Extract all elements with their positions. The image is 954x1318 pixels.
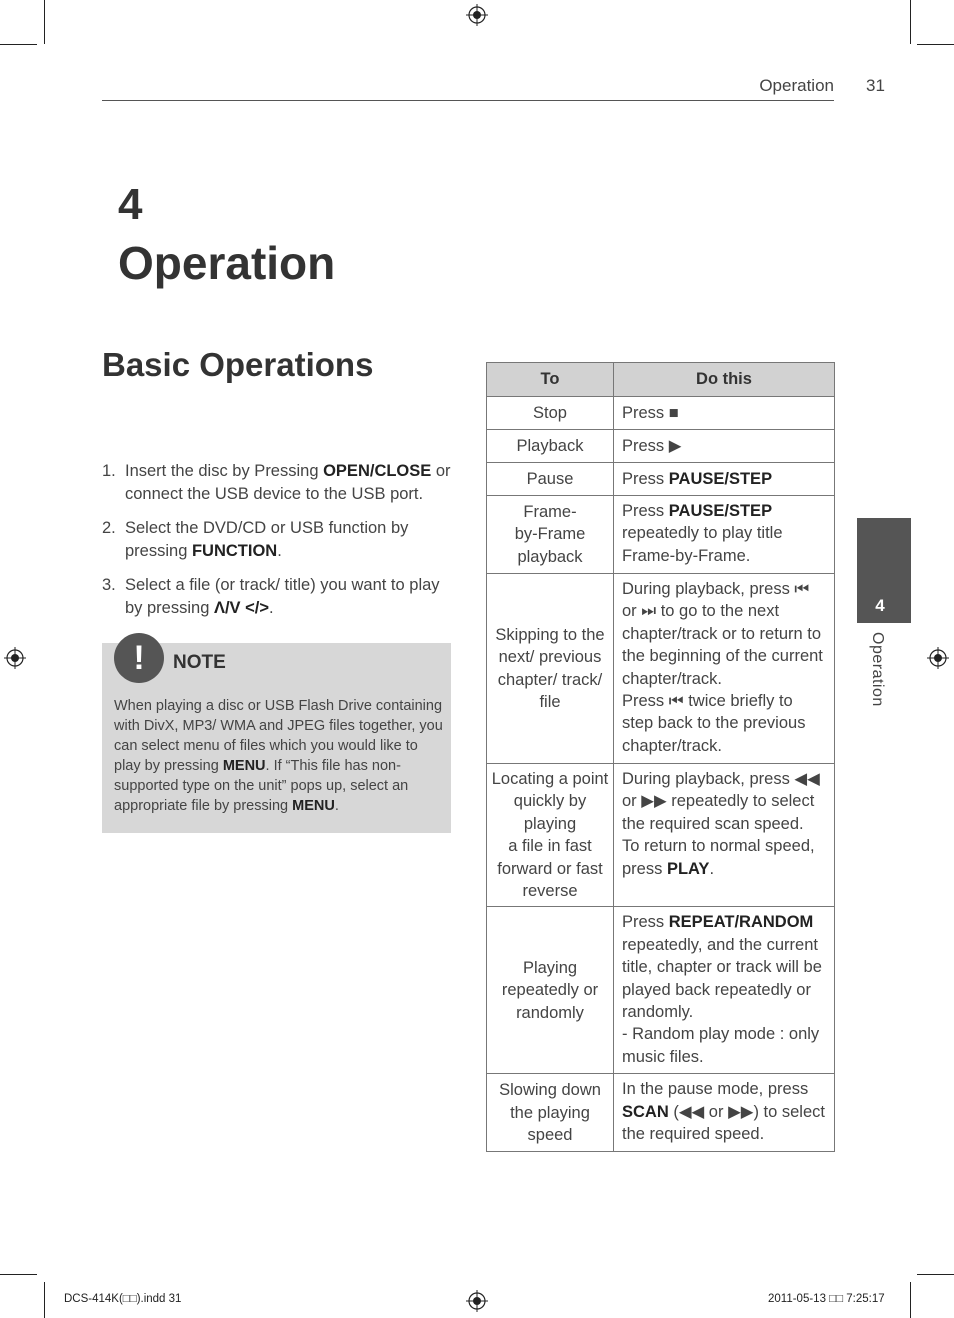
- step-item: [102, 517, 452, 563]
- table-cell-to: Playback: [487, 430, 614, 463]
- table-cell-to: Slowing down the playing speed: [487, 1074, 614, 1152]
- table-cell-to: Frame- by-Frame playback: [487, 496, 614, 574]
- registration-mark-icon: [4, 647, 26, 669]
- crop-mark: [0, 44, 37, 45]
- step-item: [102, 460, 452, 506]
- step-number: 3.: [102, 576, 116, 594]
- table-cell-do-this: Press ■: [614, 397, 835, 430]
- chapter-title: Operation: [118, 237, 336, 289]
- table-cell-to: Pause: [487, 463, 614, 496]
- steps-list: [102, 460, 452, 631]
- table-row: [487, 397, 835, 430]
- table-row: [487, 430, 835, 463]
- chapter-number: 4: [118, 180, 143, 229]
- table-cell-do-this: Press PAUSE/STEP repeatedly to play title Frame-by-Frame.: [614, 496, 835, 574]
- slug-filename: DCS-414K(□□).indd 31: [64, 1293, 182, 1305]
- side-tab-number: 4: [875, 596, 885, 615]
- table-row: [487, 496, 835, 574]
- note-body: When playing a disc or USB Flash Drive containing with DivX, MP3/ WMA and JPEG files together, you can select menu of files which you would like to play by pressing MENU. If “This file has non-supported type on the unit” pops up, select an appropriate file by pressing MENU.: [114, 698, 443, 814]
- table-cell-to: Stop: [487, 397, 614, 430]
- table-row: [487, 1074, 835, 1152]
- registration-mark-icon: [466, 1290, 488, 1312]
- header-rule: [102, 100, 834, 101]
- table-header-row: [487, 363, 835, 397]
- crop-mark: [0, 1274, 37, 1275]
- column-header-to: To: [487, 363, 614, 397]
- page-number: 31: [866, 76, 885, 95]
- table-cell-to: Playing repeatedly or randomly: [487, 907, 614, 1074]
- section-title: Basic Operations: [102, 346, 374, 383]
- note-box: [102, 639, 451, 833]
- table-cell-do-this: During playback, press ⏮ or ⏭ to go to the next chapter/track or to return to the beginning of the current chapter/track. Press ⏮ twice briefly to step back to the previous chapter/track.: [614, 574, 835, 764]
- column-header-do-this: Do this: [614, 363, 835, 397]
- crop-mark: [910, 0, 911, 44]
- crop-mark: [44, 0, 45, 44]
- table-row: [487, 907, 835, 1074]
- table-row: [487, 574, 835, 764]
- note-heading: NOTE: [173, 652, 226, 673]
- step-item: [102, 574, 452, 620]
- table-cell-to: Skipping to the next/ previous chapter/ track/ file: [487, 574, 614, 764]
- step-text: Select the DVD/CD or USB function by pressing FUNCTION.: [125, 519, 409, 560]
- crop-mark: [910, 1282, 911, 1318]
- registration-mark-icon: [927, 647, 949, 669]
- running-header-section: Operation: [759, 76, 834, 95]
- crop-mark: [917, 1274, 954, 1275]
- side-tab-label: Operation: [869, 632, 886, 707]
- slug-timestamp: 2011-05-13 □□ 7:25:17: [768, 1293, 885, 1305]
- step-text: Insert the disc by Pressing OPEN/CLOSE or connect the USB device to the USB port.: [125, 462, 451, 503]
- step-number: 2.: [102, 519, 116, 537]
- table-row: [487, 463, 835, 496]
- table-cell-do-this: Press ▶: [614, 430, 835, 463]
- table-cell-do-this: Press PAUSE/STEP: [614, 463, 835, 496]
- registration-mark-icon: [466, 4, 488, 26]
- step-number: 1.: [102, 462, 116, 480]
- crop-mark: [917, 44, 954, 45]
- table-cell-do-this: Press REPEAT/RANDOM repeatedly, and the current title, chapter or track will be played back repeatedly or randomly. - Random play mode : only music files.: [614, 907, 835, 1074]
- table-cell-to: Locating a point quickly by playing a file in fast forward or fast reverse: [487, 764, 614, 907]
- exclamation-icon: !: [114, 633, 164, 683]
- table-row: [487, 764, 835, 907]
- table-cell-do-this: During playback, press ◀◀ or ▶▶ repeatedly to select the required scan speed. To return to normal speed, press PLAY.: [614, 764, 835, 907]
- step-text: Select a file (or track/ title) you want to play by pressing Λ/V </>.: [125, 576, 440, 617]
- table-cell-do-this: In the pause mode, press SCAN (◀◀ or ▶▶) to select the required speed.: [614, 1074, 835, 1152]
- crop-mark: [44, 1282, 45, 1318]
- operations-table: [486, 362, 835, 1152]
